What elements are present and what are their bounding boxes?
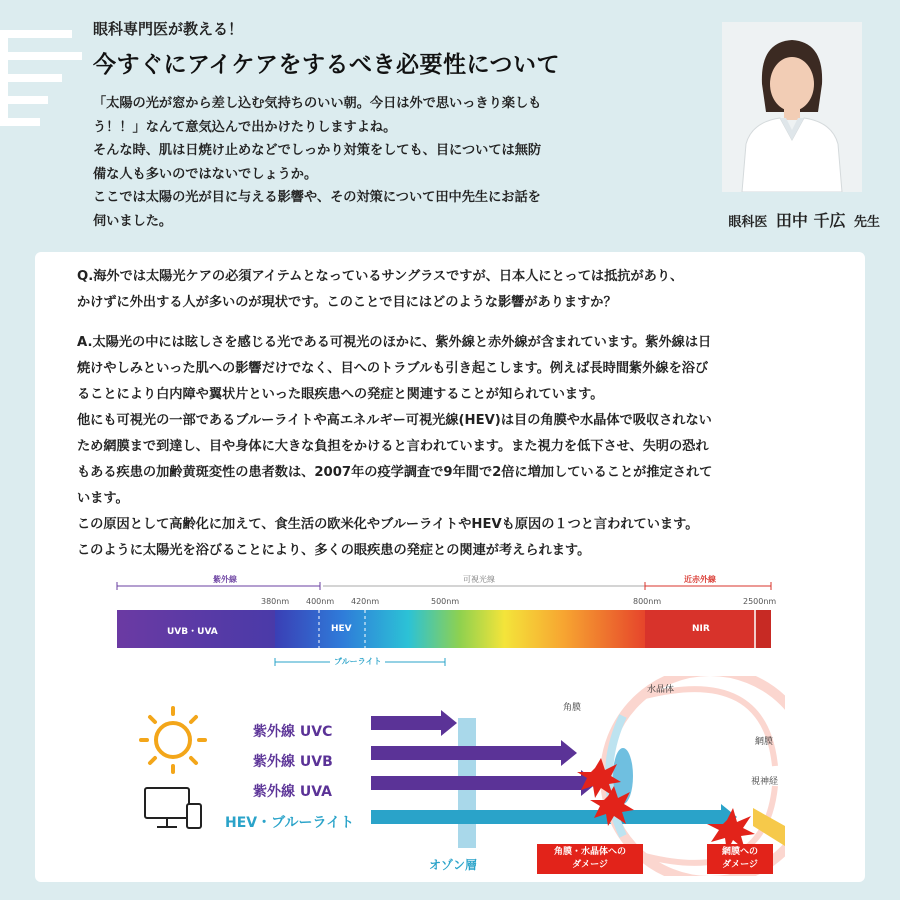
doctor-photo (722, 22, 862, 192)
answer-line: ることにより白内障や翼状片といった眼疾患への発症と関連することが知られています。 (77, 387, 604, 402)
answer-line: ため網膜まで到達し、目や身体に大きな負担をかけると言われています。また視力を低下させ、失明の恐れ (77, 439, 709, 454)
part-retina: 網膜 (755, 737, 774, 747)
band-visible: 可視光線 (460, 574, 498, 585)
qa-text (77, 264, 847, 564)
doctor-name: 田中 千広 (775, 211, 846, 230)
damage-line: ダメージ (572, 860, 608, 870)
intro-line: 「太陽の光が窓から差し込む気持ちのいい朝。今日は外で思いっきり楽しも (93, 96, 542, 111)
ray-label-uvc: 紫外線 UVC (253, 724, 333, 740)
qa-card (35, 252, 865, 882)
header-kicker: 眼科専門医が教える！ (93, 20, 244, 38)
segment-hev: HEV (331, 624, 352, 634)
blue-light-label: ブルーライト (330, 656, 385, 667)
damage-badge-cornea (537, 844, 643, 874)
segment-uv: UVB・UVA (167, 627, 218, 637)
intro-line: ここでは太陽の光が目に与える影響や、その対策について田中先生にお話を (93, 190, 541, 205)
answer-line: います。 (77, 491, 129, 506)
band-uv: 紫外線 (210, 574, 240, 585)
ozone-label: オゾン層 (429, 858, 478, 872)
damage-line: 角膜・水晶体への (553, 847, 626, 857)
part-optic-nerve: 視神経 (751, 777, 779, 787)
part-lens: 水晶体 (647, 685, 675, 695)
header-decoration (0, 0, 90, 130)
doctor-caption (700, 208, 880, 231)
doctor-title: 眼科医 (728, 215, 768, 230)
question-line: Q.海外では太陽光ケアの必須アイテムとなっているサングラスですが、日本人にとっては抵抗があり、 (77, 269, 684, 284)
tick-label: 2500nm (743, 597, 777, 606)
intro-line: う！！」なんて意気込んで出かけたりしますよね。 (93, 119, 397, 135)
intro-line: 伺いました。 (93, 213, 173, 229)
devices-icon (145, 788, 201, 828)
answer (77, 330, 847, 564)
tick-label: 800nm (633, 597, 662, 606)
eye-diagram (125, 676, 785, 876)
page-title: 今すぐにアイケアをするべき必要性について (93, 52, 561, 78)
ray-label-hev: HEV・ブルーライト (225, 815, 355, 831)
question (77, 264, 847, 316)
tick-label: 380nm (261, 597, 290, 606)
damage-line: ダメージ (722, 860, 758, 870)
answer-line: このように太陽光を浴びることにより、多くの眼疾患の発症との関連が考えられます。 (77, 543, 591, 558)
ray-label-uvb: 紫外線 UVB (253, 754, 333, 770)
tick-label: 500nm (431, 597, 460, 606)
question-line: かけずに外出する人が多いのが現状です。このことで目にはどのような影響がありますか？ (77, 295, 617, 310)
tick-label: 400nm (306, 597, 335, 606)
answer-line: 他にも可視光の一部であるブルーライトや高エネルギー可視光線(HEV)は目の角膜や水晶体で吸収されない (77, 413, 712, 428)
intro-text (93, 92, 673, 233)
answer-line: A.太陽光の中には眩しさを感じる光である可視光のほかに、紫外線と赤外線が含まれています。紫外線は日 (77, 335, 712, 350)
damage-badge-retina (707, 844, 773, 874)
sun-icon (141, 708, 205, 772)
intro-line: そんな時、肌は日焼け止めなどでしっかり対策をしても、目については無防 (93, 143, 542, 158)
band-nir: 近赤外線 (681, 574, 719, 585)
intro-line: 備な人も多いのではないでしょうか。 (93, 166, 318, 182)
ray-label-uva: 紫外線 UVA (253, 784, 332, 800)
tick-label: 420nm (351, 597, 380, 606)
part-cornea: 角膜 (563, 703, 582, 713)
answer-line: もある疾患の加齢黄斑変性の患者数は、2007年の疫学調査で9年間で2倍に増加していることが推定されて (77, 465, 713, 480)
answer-line: この原因として高齢化に加えて、食生活の欧米化やブルーライトやHEVも原因の１つと言われています。 (77, 517, 699, 532)
answer-line: 焼けやしみといった肌への影響だけでなく、目へのトラブルも引き起こします。例えば長時間紫外線を浴び (77, 361, 709, 376)
damage-line: 網膜への (721, 847, 758, 857)
doctor-honorific: 先生 (853, 215, 880, 230)
segment-nir: NIR (692, 624, 710, 634)
light-spectrum (115, 574, 815, 674)
